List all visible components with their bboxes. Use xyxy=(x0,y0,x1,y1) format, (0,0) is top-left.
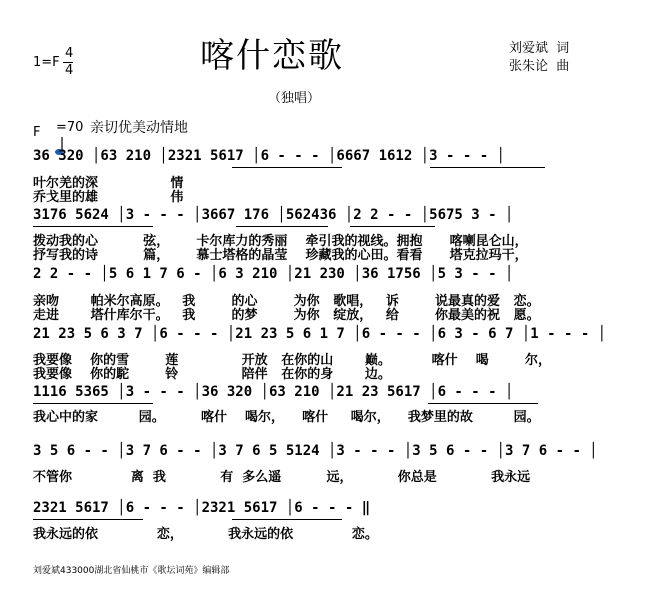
lyric-row-7a: 我永远的依 恋， 我永远的依 恋。 xyxy=(33,527,378,542)
time-signature-top: 4 xyxy=(65,46,74,61)
lyric-row-4a: 我要像 你的雪 莲 开放 在你的山 巅。 喀什 喝 尔， xyxy=(33,353,551,368)
notation-row-2: 3176 5624 │3 - - - │3667 176 │562436 │2 2 - - │5675 3 - │ xyxy=(33,207,514,223)
lyric-row-2b: 抒写我的诗 篇， 慕士塔格的晶莹 珍藏我的心田。看看 塔克拉玛干， xyxy=(33,248,528,263)
lyric-row-3b: 走进 塔什库尔干。 我 的梦 为你 绽放， 给 你最美的祝 愿。 xyxy=(33,308,540,323)
lyric-row-5a: 我心中的家 园。 喀什 喝尔， 喀什 喝尔， 我梦里的故 园。 xyxy=(33,410,540,425)
notation-row-7: 2321 5617 │6 - - - │2321 5617 │6 - - - ‖ xyxy=(33,500,371,516)
composer-credit: 张朱论 曲 xyxy=(509,59,570,74)
expression-marking: 亲切优美动情地 xyxy=(90,120,188,136)
lyric-row-3a: 亲吻 帕米尔高原。 我 的心 为你 歌唱， 诉 说最真的爱 恋。 xyxy=(33,294,540,309)
time-signature-bottom: 4 xyxy=(65,63,74,78)
key-signature: 1=F xyxy=(33,55,60,70)
lyric-row-4b: 我要像 你的駝 铃 陪伴 在你的身 边。 xyxy=(33,367,391,382)
song-title: 喀什恋歌 xyxy=(200,36,344,76)
notation-row-1: 36 320 │63 210 │2321 5617 │6 - - - │6667 1612 │3 - - - │ xyxy=(33,148,506,164)
lyric-row-6a: 不管你 离 我 有 多么遥 远， 你总是 我永远 xyxy=(33,470,531,485)
subtitle: （独唱） xyxy=(268,91,321,106)
notation-row-4: 21 23 5 6 3 7 │6 - - - │21 23 5 6 1 7 │6 - - - │6 3 - 6 7 │1 - - - │ xyxy=(33,326,607,342)
lyric-row-2a: 拨动我的心 弦， 卡尔库力的秀丽 牵引我的视线。拥抱 喀喇昆仑山， xyxy=(33,234,528,249)
lyricist-credit: 刘爱斌 词 xyxy=(509,41,570,56)
notation-row-3: 2 2 - - │5 6 1 7 6 - │6 3 210 │21 230 │36 1756 │5 3 - - │ xyxy=(33,266,514,282)
tempo-value: =70 xyxy=(56,120,84,135)
tempo-key: F xyxy=(33,125,41,140)
lyric-row-1b: 乔戈里的雄 伟 xyxy=(33,190,184,205)
footer-credit: 刘爱斌433000湖北省仙桃市《歌坛词苑》编辑部 xyxy=(33,566,230,576)
notation-row-6: 3 5 6 - - │3 7 6 - - │3 7 6 5 5124 │3 - - - │3 5 6 - - │3 7 6 - - │ xyxy=(33,443,598,459)
notation-row-5: 1116 5365 │3 - - - │36 320 │63 210 │21 23 5617 │6 - - - │ xyxy=(33,384,514,400)
lyric-row-1a: 叶尔羌的深 情 xyxy=(33,176,184,191)
